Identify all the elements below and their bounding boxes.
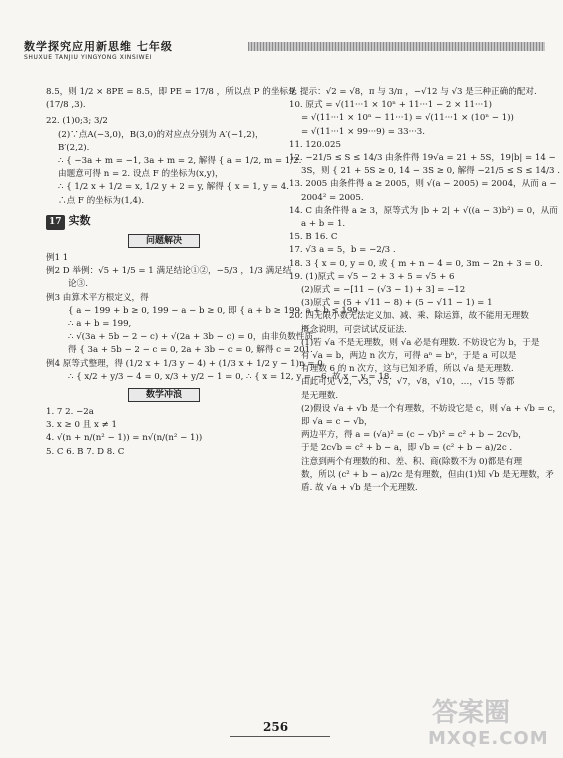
header-decor-bar	[248, 42, 545, 51]
example-line: ∴ a + b = 199,	[68, 319, 132, 330]
answer-line: 14. C 由条件得 a ≥ 3，原等式为 |b + 2| + √((a − 3)b²) = 0，从而	[289, 205, 558, 216]
box-heading-math-surfing: 数学冲浪	[128, 388, 200, 402]
example-line: 例2 D 举例：√5 + 1/5 = 1 满足结论①②，−5/3 ，1/3 满足结	[46, 266, 292, 277]
answer-line: 3S，则 { 21 + 5S ≥ 0, 14 − 3S ≥ 0, 解得 −21/5 ≤ S ≤ 14/3 .	[301, 166, 560, 177]
answer-line: 2004² = 2005.	[301, 192, 364, 203]
answer-line: 盾. 故 √a + √b 是一个无理数.	[301, 483, 418, 494]
q22-line: (2)∵点A(−3,0)，B(3,0)的对应点分别为 A′(−1,2)，	[58, 129, 264, 140]
example-line: ∴ √(3a + 5b − 2 − c) + √(2a + 3b − c) = 0，由非负数性质，	[68, 332, 322, 343]
answer-line: 即 √a = c − √b，	[301, 417, 373, 428]
header-title: 数学探究应用新思维 七年级	[24, 40, 173, 53]
answer-line: (3)原式 = (5 + √11 − 8) + (5 − √11 − 1) = 1	[301, 298, 493, 309]
answer-line: 9. 提示：√2 = √8，π 与 3/π ，−√12 与 √3 是三种正确的配对.	[289, 87, 537, 97]
answer-line: (1)若 √a 不是无理数，则 √a 必是有理数. 不妨设它为 b，于是	[301, 337, 540, 348]
q22-line: ∴ { −3a + m = −1, 3a + m = 2, 解得 { a = 1/2, m = 1/2.	[58, 156, 302, 167]
section-title: 实数	[68, 213, 91, 227]
answer-line: 两边平方，得 a = (√a)² = (c − √b)² = c² + b − 2c√b，	[301, 430, 527, 441]
watermark-url: MXQE.COM	[428, 728, 549, 749]
example-line: 例4 原等式整理，得 (1/2 x + 1/3 y − 4) + (1/3 x + 1/2 y − 1)n = 0	[46, 358, 323, 369]
example-line: ∴ { x/2 + y/3 − 4 = 0, x/3 + y/2 − 1 = 0, ∴ { x = 12, y = −6. 故 x − y = 18.	[68, 371, 393, 382]
box-heading-problem-solving: 问题解决	[128, 234, 200, 248]
footer-rule	[230, 736, 330, 737]
example-line: 例3 由算术平方根定义，得	[46, 292, 149, 303]
section-number: 17	[46, 215, 65, 230]
answer-line: 5. C 6. B 7. D 8. C	[46, 446, 125, 457]
answer-line: 10. 原式 = √(11···1 × 10ⁿ + 11···1 − 2 × 11···1)	[289, 100, 493, 111]
right-column	[289, 86, 561, 495]
answer-line: = √(11···1 × 10ⁿ − 11···1) = √(11···1 × (10ⁿ − 1))	[301, 113, 514, 124]
answer-line: 注意到两个有理数的和、差、积、商(除数不为 0)都是有理	[301, 456, 523, 467]
example-line: 例1 1	[46, 253, 69, 264]
answer-line: 概念说明，可尝试试反证法.	[301, 324, 407, 335]
example-line: 论③.	[68, 279, 88, 290]
answer-line: a + b = 1.	[301, 219, 346, 230]
answer-line: 17. √3 a = 5，b = −2/3 .	[289, 245, 396, 256]
q22-line: ∴点 F 的坐标为(1,4).	[58, 195, 145, 206]
answer-line: 有理数 6 的 n 次方，这与已知矛盾，所以 √a 是无理数.	[301, 364, 514, 375]
watermark-text: 答案圈	[432, 698, 511, 728]
answer-line: 11. 120.025	[289, 139, 341, 150]
answer-line: 15. B 16. C	[289, 232, 338, 243]
page-number: 256	[263, 720, 289, 734]
watermark-logo	[418, 692, 558, 752]
example-line: 得 { 3a + 5b − 2 − c = 0, 2a + 3b − c = 0, 解得 c = 201.	[68, 345, 313, 356]
example-line: { a − 199 + b ≥ 0, 199 − a − b ≥ 0, 即 { a + b ≥ 199, a + b ≤ 199,	[68, 305, 361, 316]
header-subtitle: SHUXUE TANJIU YINGYONG XINSIWEI	[24, 54, 152, 61]
answer-line: 于是 2c√b = c² + b − a，即 √b = (c² + b − a)/2c .	[301, 443, 513, 454]
answer-line: 4. √(n + n/(n² − 1)) = n√(n/(n² − 1))	[46, 433, 203, 444]
answer-line: 由此可见 √2，√3，√5，√7，√8，√10，…，√15 等都	[301, 377, 515, 388]
text-line: (17/8 ,3).	[46, 100, 86, 111]
answer-line: 18. 3 { x = 0, y = 0, 或 { m + n − 4 = 0, 3m − 2n + 3 = 0.	[289, 258, 543, 269]
q22-line: ∴ { 1/2 x + 1/2 = x, 1/2 y + 2 = y, 解得 { x = 1, y = 4.	[58, 182, 289, 193]
q22-line: 由题意可得 n = 2. 设点 F 的坐标为(x,y)，	[58, 169, 224, 180]
answer-line: (2)原式 = −[11 − (√3 − 1) + 3] = −12	[301, 285, 466, 296]
answer-line: 13. 2005 由条件得 a ≥ 2005，则 √(a − 2005) = 2004，从而 a −	[289, 179, 557, 190]
answer-line: = √(11···1 × 99···9) = 33···3.	[301, 126, 425, 137]
answer-line: 19. (1)原式 = √5 − 2 + 3 + 5 = √5 + 6	[289, 271, 455, 282]
q22-line: 22. (1)0;3; 3/2	[46, 116, 108, 127]
answer-line: 3. x ≥ 0 且 x ≠ 1	[46, 420, 117, 431]
section-heading	[46, 214, 282, 230]
text-line: 8.5，则 1/2 × 8PE = 8.5，即 PE = 17/8 ，所以点 P 的坐标是	[46, 87, 297, 97]
answer-line: 是无理数.	[301, 390, 339, 401]
page-header	[18, 12, 545, 60]
answer-line: 12. −21/5 ≤ S ≤ 14/3 由条件得 19√a = 21 + 5S，19|b| = 14 −	[289, 153, 556, 164]
answer-line: 20. 四无限小数无法定义加、减、乘、除运算，故不能用无理数	[289, 311, 529, 322]
answer-line: (2)假设 √a + √b 是一个有理数，不妨设它是 c，则 √a + √b = c，	[301, 403, 561, 414]
answer-line: 1. 7 2. −2a	[46, 407, 94, 418]
q22-line: B′(2,2).	[58, 142, 90, 153]
answer-line: 数，所以 (c² + b − a)/2c 是有理数，但由(1)知 √b 是无理数，矛	[301, 469, 554, 480]
answer-line: 有 √a = b，两边 n 次方，可得 aⁿ = bⁿ，于是 a 可以是	[301, 351, 517, 362]
